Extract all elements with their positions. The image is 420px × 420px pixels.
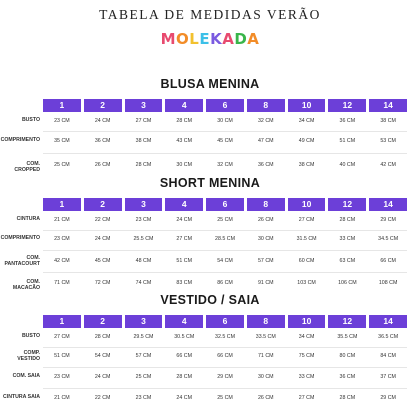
measure-cell: 42 CM xyxy=(54,258,70,264)
size-header-cell: 14 xyxy=(369,315,407,328)
brand-letter: K xyxy=(210,30,223,48)
measure-cell: 57 CM xyxy=(135,353,152,359)
measure-cell: 35 CM xyxy=(54,138,70,144)
brand-letter: E xyxy=(199,30,211,48)
measure-cell: 23 CM xyxy=(135,395,152,401)
measure-cell: 34.5 CM xyxy=(378,236,399,242)
measure-cell: 33 CM xyxy=(298,374,315,380)
size-header-cell: 4 xyxy=(165,99,203,112)
size-header-cell: 3 xyxy=(125,198,163,211)
measure-cell: 45 CM xyxy=(94,258,111,264)
measure-cell: 28 CM xyxy=(176,374,193,380)
measure-cell: 36 CM xyxy=(339,374,356,380)
table-title: SHORT MENINA xyxy=(159,176,261,190)
table-title: VESTIDO / SAIA xyxy=(160,293,260,307)
measure-cell: 30 CM xyxy=(257,236,274,242)
measure-cell: 63 CM xyxy=(339,258,356,264)
measure-cell: 34 CM xyxy=(298,334,315,340)
size-header-cell: 12 xyxy=(328,315,366,328)
measure-cell: 23 CM xyxy=(54,374,70,380)
measure-cell: 28 CM xyxy=(176,118,193,124)
brand-logo xyxy=(0,30,420,48)
measure-cell: 38 CM xyxy=(380,118,396,124)
brand-letter: A xyxy=(222,30,235,48)
size-header-cell: 3 xyxy=(125,315,163,328)
size-header-cell: 10 xyxy=(288,198,326,211)
measure-cell: 29 CM xyxy=(380,217,396,223)
measure-cell: 66 CM xyxy=(380,258,396,264)
row-label: BUSTO xyxy=(21,333,40,339)
measure-cell: 84 CM xyxy=(380,353,396,359)
measure-cell: 108 CM xyxy=(378,280,398,286)
measure-cell: 23 CM xyxy=(135,217,152,223)
measure-cell: 33 CM xyxy=(339,236,356,242)
measure-cell: 27 CM xyxy=(54,334,70,340)
row-divider xyxy=(43,153,407,154)
size-header-cell: 2 xyxy=(84,315,122,328)
brand-letter: O xyxy=(176,30,190,48)
size-header-cell: 2 xyxy=(84,198,122,211)
measure-cell: 29 CM xyxy=(380,395,396,401)
measure-cell: 47 CM xyxy=(257,138,274,144)
size-header-cell: 10 xyxy=(288,315,326,328)
measure-cell: 37 CM xyxy=(380,374,396,380)
measure-cell: 75 CM xyxy=(298,353,315,359)
measure-cell: 38 CM xyxy=(298,162,315,168)
measure-cell: 28 CM xyxy=(135,162,152,168)
brand-letter: D xyxy=(234,30,248,48)
measure-cell: 29 CM xyxy=(217,374,233,380)
measure-cell: 54 CM xyxy=(217,258,233,264)
measure-cell: 51 CM xyxy=(339,138,356,144)
measure-cell: 72 CM xyxy=(94,280,111,286)
size-header-cell: 1 xyxy=(43,99,81,112)
measure-cell: 60 CM xyxy=(298,258,315,264)
measure-cell: 27 CM xyxy=(298,395,315,401)
measure-cell: 26 CM xyxy=(257,395,274,401)
measure-cell: 54 CM xyxy=(94,353,111,359)
measure-cell: 24 CM xyxy=(94,374,111,380)
measure-cell: 35.5 CM xyxy=(337,334,358,340)
measure-cell: 66 CM xyxy=(176,353,193,359)
size-header-cell: 8 xyxy=(247,198,285,211)
measure-cell: 25 CM xyxy=(135,374,152,380)
measure-cell: 22 CM xyxy=(94,217,111,223)
measure-cell: 25 CM xyxy=(217,217,233,223)
measure-cell: 23 CM xyxy=(54,236,70,242)
measure-cell: 71 CM xyxy=(54,280,70,286)
measure-cell: 32.5 CM xyxy=(215,334,236,340)
measure-cell: 51 CM xyxy=(54,353,70,359)
measure-cell: 22 CM xyxy=(94,395,111,401)
measure-cell: 42 CM xyxy=(380,162,396,168)
measure-cell: 27 CM xyxy=(298,217,315,223)
measure-cell: 106 CM xyxy=(338,280,357,286)
size-header-cell: 10 xyxy=(288,99,326,112)
size-header-cell: 6 xyxy=(206,315,244,328)
row-label: COM. CROPPED xyxy=(14,161,40,173)
size-header-row xyxy=(43,198,410,211)
size-header-row xyxy=(43,99,410,112)
row-divider xyxy=(43,131,407,132)
size-header-cell: 4 xyxy=(165,198,203,211)
measure-cell: 25 CM xyxy=(217,395,233,401)
measure-cell: 27 CM xyxy=(176,236,193,242)
measure-cell: 29.5 CM xyxy=(133,334,154,340)
brand-letter: L xyxy=(189,30,200,48)
row-divider xyxy=(43,250,407,251)
row-divider xyxy=(43,230,407,231)
size-header-row xyxy=(43,315,410,328)
measure-cell: 24 CM xyxy=(176,395,193,401)
size-header-cell: 1 xyxy=(43,198,81,211)
table-row xyxy=(0,394,420,411)
row-divider xyxy=(43,388,407,389)
row-label: COMPRIMENTO xyxy=(0,235,40,241)
row-label: COMP. VESTIDO xyxy=(17,350,40,362)
measure-cell: 30.5 CM xyxy=(174,334,195,340)
measure-cell: 36 CM xyxy=(257,162,274,168)
measure-cell: 74 CM xyxy=(135,280,152,286)
row-divider xyxy=(43,347,407,348)
measure-cell: 34 CM xyxy=(298,118,315,124)
measure-cell: 26 CM xyxy=(257,217,274,223)
measure-cell: 32 CM xyxy=(217,162,233,168)
size-header-cell: 3 xyxy=(125,99,163,112)
measure-cell: 28 CM xyxy=(94,334,111,340)
row-divider xyxy=(43,367,407,368)
measure-cell: 38 CM xyxy=(135,138,152,144)
measure-cell: 36 CM xyxy=(94,138,111,144)
measure-cell: 25 CM xyxy=(54,162,70,168)
row-label: CINTURA SAIA xyxy=(3,394,40,400)
size-header-cell: 14 xyxy=(369,99,407,112)
measure-cell: 31.5 CM xyxy=(296,236,317,242)
measure-cell: 66 CM xyxy=(217,353,233,359)
measure-cell: 30 CM xyxy=(176,162,193,168)
size-header-cell: 14 xyxy=(369,198,407,211)
measure-cell: 24 CM xyxy=(94,236,111,242)
measure-cell: 24 CM xyxy=(94,118,111,124)
measure-cell: 40 CM xyxy=(339,162,356,168)
row-divider xyxy=(43,272,407,273)
measure-cell: 28 CM xyxy=(339,217,356,223)
measure-cell: 51 CM xyxy=(176,258,193,264)
measure-cell: 23 CM xyxy=(54,118,70,124)
table-row xyxy=(0,137,420,154)
table-title: BLUSA MENINA xyxy=(160,77,260,91)
measure-cell: 91 CM xyxy=(257,280,274,286)
row-label: COMPRIMENTO xyxy=(0,137,40,143)
size-header-cell: 8 xyxy=(247,315,285,328)
measure-cell: 33.5 CM xyxy=(255,334,276,340)
row-label: COM. PANTACOURT xyxy=(4,255,40,267)
measure-cell: 53 CM xyxy=(380,138,396,144)
size-header-cell: 4 xyxy=(165,315,203,328)
measure-cell: 80 CM xyxy=(339,353,356,359)
size-table xyxy=(0,293,420,401)
size-header-cell: 8 xyxy=(247,99,285,112)
row-label: BUSTO xyxy=(21,117,40,123)
measure-cell: 27 CM xyxy=(135,118,152,124)
measure-cell: 28 CM xyxy=(339,395,356,401)
size-header-cell: 2 xyxy=(84,99,122,112)
measure-cell: 21 CM xyxy=(54,217,70,223)
size-table xyxy=(0,176,420,291)
measure-cell: 48 CM xyxy=(135,258,152,264)
measure-cell: 43 CM xyxy=(176,138,193,144)
measure-cell: 30 CM xyxy=(217,118,233,124)
measure-cell: 49 CM xyxy=(298,138,315,144)
brand-letter: A xyxy=(247,30,260,48)
measure-cell: 30 CM xyxy=(257,374,274,380)
size-header-cell: 6 xyxy=(206,198,244,211)
size-header-cell: 12 xyxy=(328,99,366,112)
measure-cell: 24 CM xyxy=(176,217,193,223)
size-header-cell: 6 xyxy=(206,99,244,112)
measure-cell: 28.5 CM xyxy=(215,236,236,242)
measure-cell: 71 CM xyxy=(257,353,274,359)
measure-cell: 103 CM xyxy=(297,280,316,286)
size-header-cell: 12 xyxy=(328,198,366,211)
measure-cell: 32 CM xyxy=(257,118,274,124)
measure-cell: 83 CM xyxy=(176,280,193,286)
row-label: CINTURA xyxy=(16,216,40,222)
page-title: TABELA DE MEDIDAS VERÃO xyxy=(99,7,321,22)
row-label: COM. SAIA xyxy=(12,373,40,379)
measure-cell: 45 CM xyxy=(217,138,233,144)
measure-cell: 21 CM xyxy=(54,395,70,401)
measure-cell: 86 CM xyxy=(217,280,233,286)
measure-cell: 57 CM xyxy=(257,258,274,264)
brand-letter: M xyxy=(160,30,177,48)
row-label: COM. MACACÃO xyxy=(12,279,40,291)
measure-cell: 26 CM xyxy=(94,162,111,168)
size-header-cell: 1 xyxy=(43,315,81,328)
measure-cell: 36 CM xyxy=(339,118,356,124)
size-table xyxy=(0,77,420,173)
measure-cell: 36.5 CM xyxy=(378,334,399,340)
measure-cell: 25.5 CM xyxy=(133,236,154,242)
